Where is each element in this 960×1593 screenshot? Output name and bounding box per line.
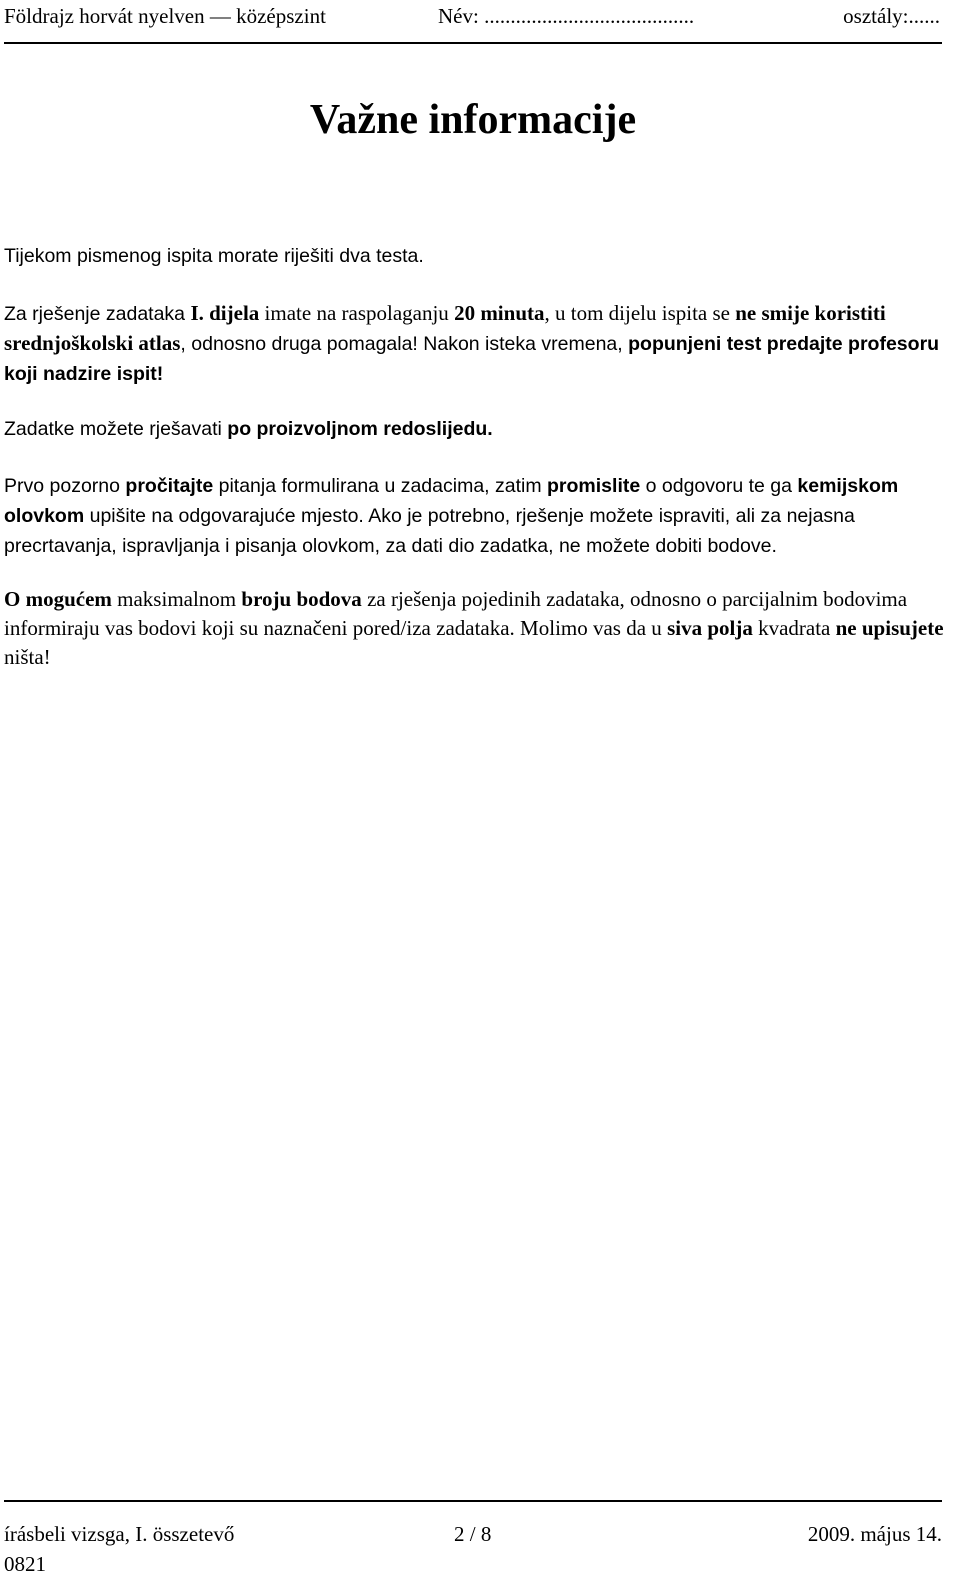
part-one-bold-4: popunjeni test predajte profesoru koji nadzire ispit!: [4, 333, 940, 385]
footer-page-number: 2 / 8: [454, 1522, 492, 1546]
part-one-text-2: imate na raspolaganju: [259, 301, 455, 325]
page-header: [4, 4, 940, 34]
points-bold-4: ne upisujete: [835, 616, 944, 640]
footer-code: 0821: [4, 1552, 46, 1576]
header-name-field: Név: ........................................: [438, 4, 695, 28]
instructions-bold-3: kemijskom olovkom: [4, 475, 899, 527]
paragraph-points: [4, 585, 948, 672]
intro-text: Tijekom pismenog ispita morate riješiti dva testa.: [4, 245, 424, 267]
page-title: Važne informacije: [309, 97, 637, 143]
points-text-3: kvadrata: [752, 616, 836, 640]
paragraph-order: [4, 414, 948, 444]
instructions-bold-2: promislite: [547, 475, 641, 497]
part-one-bold-1: I. dijela: [190, 301, 260, 325]
part-one-text-4: , odnosno druga pomagala! Nakon isteka vremena,: [180, 333, 629, 355]
footer-divider: [4, 1500, 942, 1502]
paragraph-intro: [4, 242, 948, 271]
instructions-text-2: pitanja formulirana u zadacima, zatim: [213, 475, 548, 497]
order-bold: po proizvoljnom redoslijedu.: [227, 418, 493, 440]
header-class-field: osztály:......: [843, 4, 940, 28]
part-one-bold-3: ne smije koristiti srednjoškolski atlas: [4, 301, 886, 355]
points-text-4: ništa!: [4, 645, 51, 669]
part-one-text-3: , u tom dijelu ispita se: [544, 301, 736, 325]
part-one-text-1: Za rješenje zadataka: [4, 303, 191, 325]
instructions-text-1: Prvo pozorno: [4, 475, 126, 497]
paragraph-instructions: [4, 471, 948, 561]
footer-date: 2009. május 14.: [807, 1522, 942, 1546]
part-one-bold-2: 20 minuta: [454, 301, 545, 325]
points-bold-3: siva polja: [667, 616, 753, 640]
points-bold-2: broju bodova: [241, 587, 362, 611]
paragraph-part-one: [4, 299, 948, 389]
header-subject: Földrajz horvát nyelven — középszint: [4, 4, 326, 28]
footer-exam: írásbeli vizsga, I. összetevő: [4, 1522, 235, 1546]
instructions-text-3: o odgovoru te ga: [640, 475, 798, 497]
points-text-2: za rješenja pojedinih zadataka, odnosno o parcijalnim bodovima informiraju vas bodovi koji su naznačeni pored/iza zadataka. Molimo vas da u: [4, 587, 908, 640]
instructions-text-4: upišite na odgovarajuće mjesto. Ako je potrebno, rješenje možete ispraviti, ali za nejasna precrtavanja, ispravljanja i pisanja olovkom, za dati dio zadatka, ne možete dobiti bodove.: [4, 505, 855, 557]
instructions-bold-1: pročitajte: [125, 475, 214, 497]
points-bold-1: O mogućem: [4, 587, 112, 611]
order-text: Zadatke možete rješavati: [4, 418, 228, 440]
points-text-1: maksimalnom: [111, 587, 242, 611]
header-divider: [4, 42, 942, 44]
